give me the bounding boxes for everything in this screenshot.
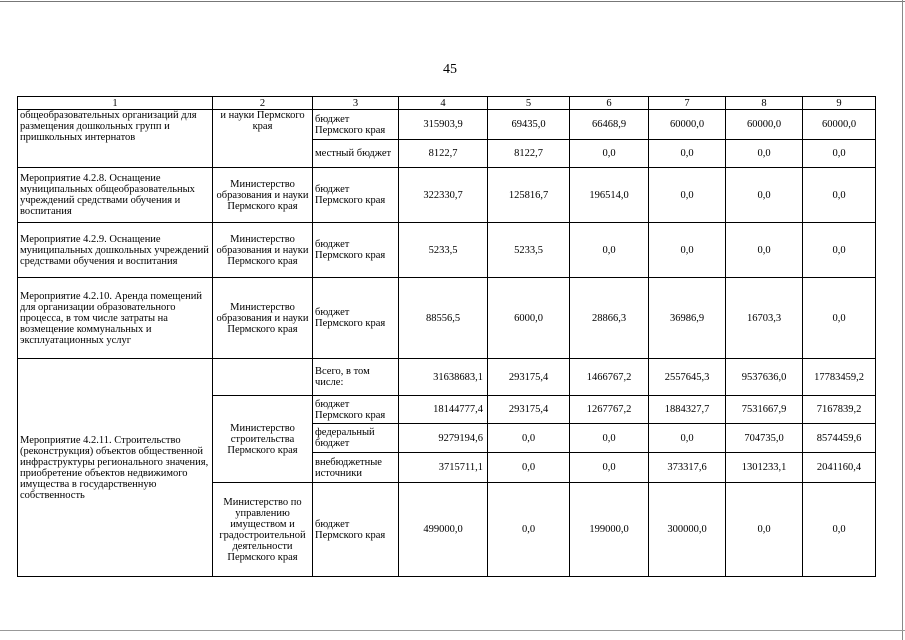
- amount-cell: 2041160,4: [803, 453, 876, 483]
- column-number: 2: [213, 97, 313, 110]
- activity-name: общеобразовательных организаций для размещения дошкольных групп и пришкольных интернатов: [18, 110, 213, 168]
- activity-name: Мероприятие 4.2.9. Оснащение муниципальных дошкольных учреждений средствами обучения и воспитания: [18, 223, 213, 278]
- amount-cell: 499000,0: [399, 483, 488, 577]
- amount-cell: 0,0: [803, 140, 876, 168]
- amount-cell: 69435,0: [488, 110, 570, 140]
- amount-cell: 8574459,6: [803, 424, 876, 453]
- scan-top-edge: [0, 1, 905, 2]
- funding-source: бюджет Пермского края: [313, 168, 399, 223]
- column-number: 9: [803, 97, 876, 110]
- activity-name: Мероприятие 4.2.8. Оснащение муниципальных общеобразовательных учреждений средствами обучения и воспитания: [18, 168, 213, 223]
- amount-cell: 322330,7: [399, 168, 488, 223]
- executor: Министерство образования и науки Пермского края: [213, 278, 313, 359]
- amount-cell: 5233,5: [488, 223, 570, 278]
- column-number: 1: [18, 97, 213, 110]
- table-row: [18, 278, 876, 359]
- amount-cell: 0,0: [488, 453, 570, 483]
- column-number: 8: [726, 97, 803, 110]
- amount-cell: 0,0: [649, 223, 726, 278]
- amount-cell: 2557645,3: [649, 359, 726, 396]
- table-row: [18, 223, 876, 278]
- amount-cell: 0,0: [649, 140, 726, 168]
- amount-cell: 704735,0: [726, 424, 803, 453]
- page-number: 45: [443, 62, 457, 77]
- amount-cell: 0,0: [726, 140, 803, 168]
- amount-cell: 0,0: [803, 223, 876, 278]
- column-number: 3: [313, 97, 399, 110]
- amount-cell: 36986,9: [649, 278, 726, 359]
- funding-source: внебюджетные источники: [313, 453, 399, 483]
- amount-cell: 196514,0: [570, 168, 649, 223]
- amount-cell: 0,0: [726, 223, 803, 278]
- amount-cell: 1301233,1: [726, 453, 803, 483]
- funding-source: бюджет Пермского края: [313, 396, 399, 424]
- amount-cell: 199000,0: [570, 483, 649, 577]
- amount-cell: 8122,7: [399, 140, 488, 168]
- amount-cell: 0,0: [726, 168, 803, 223]
- amount-cell: 60000,0: [649, 110, 726, 140]
- amount-cell: 0,0: [488, 424, 570, 453]
- scan-bottom-edge: [0, 630, 905, 631]
- amount-cell: 1466767,2: [570, 359, 649, 396]
- amount-cell: 0,0: [726, 483, 803, 577]
- funding-source: бюджет Пермского края: [313, 483, 399, 577]
- amount-cell: 18144777,4: [399, 396, 488, 424]
- funding-source: местный бюджет: [313, 140, 399, 168]
- amount-cell: 16703,3: [726, 278, 803, 359]
- column-number: 7: [649, 97, 726, 110]
- amount-cell: 0,0: [803, 483, 876, 577]
- column-number-row: [18, 97, 876, 110]
- amount-cell: 9279194,6: [399, 424, 488, 453]
- table-row: [18, 110, 876, 140]
- amount-cell: 8122,7: [488, 140, 570, 168]
- amount-cell: 125816,7: [488, 168, 570, 223]
- table-row: [18, 168, 876, 223]
- amount-cell: 315903,9: [399, 110, 488, 140]
- amount-cell: 1884327,7: [649, 396, 726, 424]
- amount-cell: 66468,9: [570, 110, 649, 140]
- amount-cell: 293175,4: [488, 396, 570, 424]
- executor: Министерство образования и науки Пермского края: [213, 223, 313, 278]
- activity-name: Мероприятие 4.2.10. Аренда помещений для организации образовательного процесса, в том числе затраты на возмещение коммунальных и эксплуатационных услуг: [18, 278, 213, 359]
- amount-cell: 31638683,1: [399, 359, 488, 396]
- executor: Министерство образования и науки Пермского края: [213, 168, 313, 223]
- funding-source: бюджет Пермского края: [313, 278, 399, 359]
- funding-source: бюджет Пермского края: [313, 110, 399, 140]
- executor: и науки Пермского края: [213, 110, 313, 168]
- amount-cell: 0,0: [488, 483, 570, 577]
- budget-table: [17, 96, 876, 577]
- amount-cell: 0,0: [803, 168, 876, 223]
- column-number: 5: [488, 97, 570, 110]
- amount-cell: 5233,5: [399, 223, 488, 278]
- funding-source: Всего, в том числе:: [313, 359, 399, 396]
- amount-cell: 60000,0: [803, 110, 876, 140]
- amount-cell: 17783459,2: [803, 359, 876, 396]
- activity-name: Мероприятие 4.2.11. Строительство (реконструкция) объектов общественной инфраструктуры регионального значения, приобретение объектов недвижимого имущества в государственную собственность: [18, 359, 213, 577]
- amount-cell: 6000,0: [488, 278, 570, 359]
- amount-cell: 300000,0: [649, 483, 726, 577]
- amount-cell: 7531667,9: [726, 396, 803, 424]
- column-number: 6: [570, 97, 649, 110]
- amount-cell: 0,0: [803, 278, 876, 359]
- amount-cell: 88556,5: [399, 278, 488, 359]
- funding-source: федеральный бюджет: [313, 424, 399, 453]
- amount-cell: 1267767,2: [570, 396, 649, 424]
- amount-cell: 0,0: [649, 168, 726, 223]
- amount-cell: 60000,0: [726, 110, 803, 140]
- executor-empty: [213, 359, 313, 396]
- amount-cell: 293175,4: [488, 359, 570, 396]
- amount-cell: 0,0: [570, 223, 649, 278]
- amount-cell: 0,0: [570, 140, 649, 168]
- amount-cell: 28866,3: [570, 278, 649, 359]
- amount-cell: 0,0: [649, 424, 726, 453]
- scan-right-edge: [902, 0, 903, 640]
- column-number: 4: [399, 97, 488, 110]
- amount-cell: 9537636,0: [726, 359, 803, 396]
- executor: Министерство строительства Пермского края: [213, 396, 313, 483]
- amount-cell: 0,0: [570, 453, 649, 483]
- amount-cell: 373317,6: [649, 453, 726, 483]
- amount-cell: 7167839,2: [803, 396, 876, 424]
- table-row: [18, 359, 876, 396]
- executor: Министерство по управлению имуществом и градостроительной деятельности Пермского края: [213, 483, 313, 577]
- funding-source: бюджет Пермского края: [313, 223, 399, 278]
- amount-cell: 3715711,1: [399, 453, 488, 483]
- amount-cell: 0,0: [570, 424, 649, 453]
